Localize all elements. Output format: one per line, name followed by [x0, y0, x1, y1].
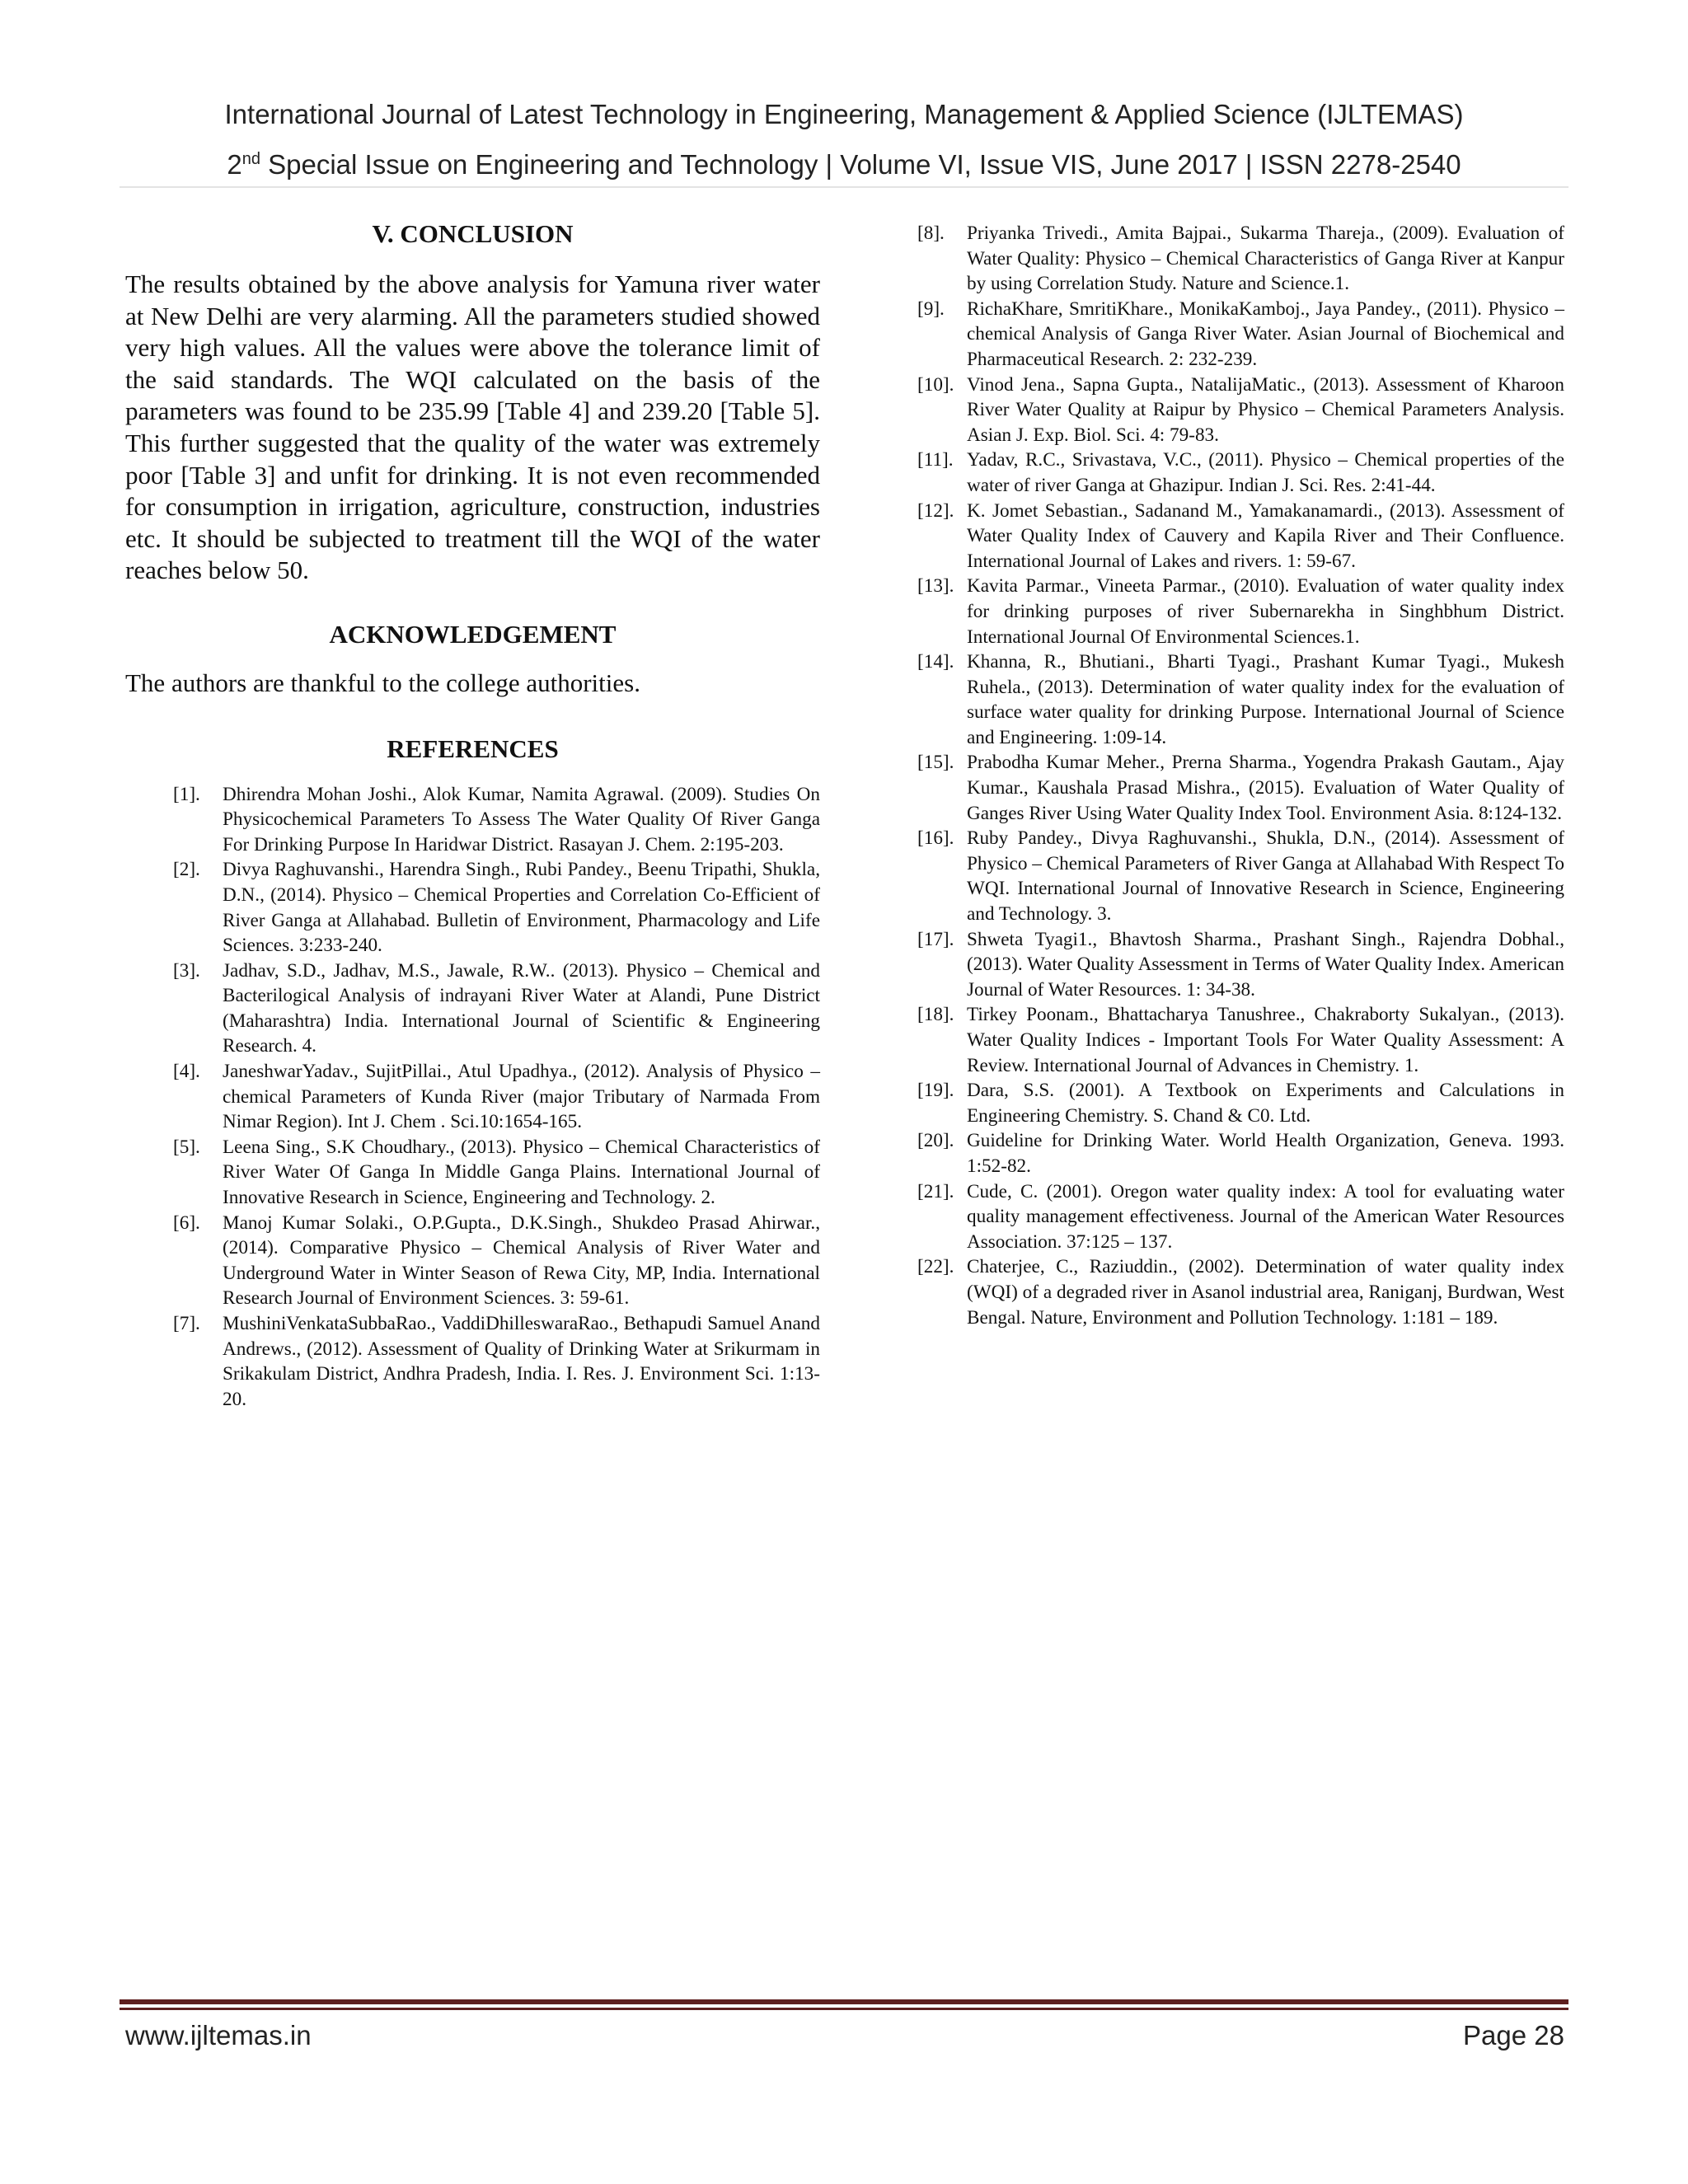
reference-number: [10]. [917, 373, 954, 396]
reference-text: Guideline for Drinking Water. World Health Organization, Geneva. 1993. 1:52-82. [967, 1130, 1564, 1177]
reference-text: Manoj Kumar Solaki., O.P.Gupta., D.K.Singh., Shukdeo Prasad Ahirwar., (2014). Comparative Physico – Chemical Analysis of River Water and Underground Water in Winter Season of Rewa City, MP, India. International Research Journal of Environment Sciences. 3: 59-61. [223, 1212, 820, 1310]
left-column [125, 218, 820, 1412]
page-number: Page 28 [1463, 2020, 1564, 2050]
reference-number: [4]. [173, 1061, 200, 1083]
reference-number: [21]. [917, 1180, 954, 1202]
references-list-left [173, 782, 820, 1413]
reference-item [917, 1128, 1564, 1179]
reference-item [173, 1135, 820, 1211]
reference-text: Divya Raghuvanshi., Harendra Singh., Rubi Pandey., Beenu Tripathi, Shukla, D.N., (2014). Physico – Chemical Properties and Correlation Co-Efficient of River Ganga at Allahabad. Bulletin of Environment, Pharmacology and Life Sciences. 3:233-240. [223, 859, 820, 957]
reference-number: [17]. [917, 928, 954, 950]
conclusion-heading: V. CONCLUSION [372, 219, 574, 248]
reference-item [917, 297, 1564, 373]
reference-item [917, 1254, 1564, 1330]
reference-number: [13]. [917, 575, 954, 598]
reference-text: Jadhav, S.D., Jadhav, M.S., Jawale, R.W.. (2013). Physico – Chemical and Bacterilogical Analysis of indrayani River Water at Alandi, Pune District (Maharashtra) India. International Journal of Scientific & Engineering Research. 4. [223, 959, 820, 1057]
reference-number: [6]. [173, 1212, 200, 1234]
reference-text: Tirkey Poonam., Bhattacharya Tanushree., Chakraborty Sukalyan., (2013). Water Quality Indices - Important Tools For Water Quality Assessment: A Review. International Journal of Advances in Chemistry. 1. [967, 1004, 1564, 1076]
reference-item [173, 958, 820, 1059]
journal-header [0, 92, 1688, 187]
reference-text: Cude, C. (2001). Oregon water quality index: A tool for evaluating water quality management effectiveness. Journal of the American Water Resources Association. 37:125 – 137. [967, 1180, 1564, 1253]
reference-item [917, 448, 1564, 498]
reference-text: Dara, S.S. (2001). A Textbook on Experiments and Calculations in Engineering Chemistry. S. Chand & C0. Ltd. [967, 1080, 1564, 1127]
reference-item [173, 1311, 820, 1412]
reference-text: Ruby Pandey., Divya Raghuvanshi., Shukla, D.N., (2014). Assessment of Physico – Chemical Parameters of River Ganga at Allahabad With Respect To WQI. International Journal of Innovative Research in Science, Engineering and Technology. 3. [967, 827, 1564, 926]
reference-item [917, 574, 1564, 649]
reference-number: [5]. [173, 1136, 200, 1158]
issue-line-text: Special Issue on Engineering and Technology | Volume VI, Issue VIS, June 2017 | ISSN 2278-2540 [260, 149, 1461, 180]
right-column [917, 221, 1564, 1330]
reference-text: Dhirendra Mohan Joshi., Alok Kumar, Namita Agrawal. (2009). Studies On Physicochemical Parameters To Assess The Water Quality Of River Ganga For Drinking Purpose In Haridwar District. Rasayan J. Chem. 2:195-203. [223, 783, 820, 855]
website-link[interactable]: www.ijltemas.in [125, 2020, 312, 2050]
reference-number: [12]. [917, 499, 954, 522]
reference-item [173, 1211, 820, 1311]
issue-line [0, 137, 1688, 187]
reference-text: RichaKhare, SmritiKhare., MonikaKamboj., Jaya Pandey., (2011). Physico – chemical Analysis of Ganga River Water. Asian Journal of Biochemical and Pharmaceutical Research. 2: 232-239. [967, 298, 1564, 370]
reference-item [173, 782, 820, 858]
reference-text: Leena Sing., S.K Choudhary., (2013). Physico – Chemical Characteristics of River Water Of Ganga In Middle Ganga Plains. International Journal of Innovative Research in Science, Engineering and Technology. 2. [223, 1136, 820, 1209]
reference-number: [22]. [917, 1256, 954, 1278]
journal-title: International Journal of Latest Technology in Engineering, Management & Applied Science (IJLTEMAS) [224, 99, 1464, 129]
reference-item [917, 750, 1564, 826]
reference-number: [1]. [173, 783, 200, 805]
acknowledgement-text: The authors are thankful to the college authorities. [125, 668, 640, 697]
conclusion-text: The results obtained by the above analysis for Yamuna river water at New Delhi are very alarming. All the parameters studied showed very high values. All the values were above the tolerance limit of the said standards. The WQI calculated on the basis of the parameters was found to be 235.99 [Table 4] and 239.20 [Table 5]. This further suggested that the quality of the water was extremely poor [Table 3] and unfit for drinking. It is not even recommended for consumption in irrigation, agriculture, construction, industries etc. It should be subjected to treatment till the WQI of the water reaches below 50. [125, 269, 820, 585]
issue-line-ordinal: nd [241, 150, 260, 168]
page-footer [125, 2015, 1564, 2056]
reference-number: [8]. [917, 223, 945, 244]
reference-number: [15]. [917, 752, 954, 774]
reference-number: [2]. [173, 859, 200, 881]
reference-item [917, 1002, 1564, 1078]
references-heading: REFERENCES [387, 733, 559, 763]
footer-divider-thick [120, 1999, 1568, 2004]
reference-text: Chaterjee, C., Raziuddin., (2002). Determination of water quality index (WQI) of a degraded river in Asanol industrial area, Raniganj, Burdwan, West Bengal. Nature, Environment and Pollution Technology. 1:181 – 189. [967, 1256, 1564, 1329]
reference-number: [11]. [917, 449, 954, 471]
reference-number: [19]. [917, 1080, 954, 1102]
issue-line-number: 2 [227, 149, 242, 180]
reference-number: [9]. [917, 298, 945, 320]
reference-number: [14]. [917, 651, 954, 673]
reference-text: Priyanka Trivedi., Amita Bajpai., Sukarma Thareja., (2009). Evaluation of Water Quality: Physico – Chemical Characteristics of Ganga River at Kanpur by using Correlation Study. Nature and Science.1. [967, 223, 1564, 295]
reference-text: Khanna, R., Bhutiani., Bharti Tyagi., Prashant Kumar Tyagi., Mukesh Ruhela., (2013). Determination of water quality index for the evaluation of surface water quality for drinking Purpose. International Journal of Science and Engineering. 1:09-14. [967, 651, 1564, 748]
reference-item [917, 649, 1564, 750]
reference-text: K. Jomet Sebastian., Sadanand M., Yamakanamardi., (2013). Assessment of Water Quality Index of Cauvery and Kapila River and Their Confluence. International Journal of Lakes and rivers. 1: 59-67. [967, 499, 1564, 572]
reference-item [917, 499, 1564, 574]
reference-text: Prabodha Kumar Meher., Prerna Sharma., Yogendra Prakash Gautam., Ajay Kumar., Kaushala Prasad Mishra., (2015). Evaluation of Water Quality of Ganges River Using Water Quality Index Tool. Environment Asia. 8:124-132. [967, 752, 1564, 824]
reference-item [917, 373, 1564, 448]
reference-number: [20]. [917, 1130, 954, 1152]
reference-item [917, 1179, 1564, 1255]
reference-item [173, 1059, 820, 1135]
reference-text: JaneshwarYadav., SujitPillai., Atul Upadhya., (2012). Analysis of Physico – chemical Parameters of Kunda River (major Tributary of Narmada From Nimar Region). Int J. Chem . Sci.10:1654-165. [223, 1061, 820, 1133]
reference-text: Shweta Tyagi1., Bhavtosh Sharma., Prashant Singh., Rajendra Dobhal., (2013). Water Quality Assessment in Terms of Water Quality Index. American Journal of Water Resources. 1: 34-38. [967, 928, 1564, 1001]
reference-item [917, 1078, 1564, 1128]
reference-item [917, 927, 1564, 1003]
reference-number: [18]. [917, 1004, 954, 1026]
reference-item [173, 857, 820, 958]
reference-text: Yadav, R.C., Srivastava, V.C., (2011). Physico – Chemical properties of the water of river Ganga at Ghazipur. Indian J. Sci. Res. 2:41-44. [967, 449, 1564, 496]
reference-number: [16]. [917, 827, 954, 850]
reference-number: [7]. [173, 1313, 200, 1334]
reference-item [917, 221, 1564, 297]
reference-text: MushiniVenkataSubbaRao., VaddiDhilleswaraRao., Bethapudi Samuel Anand Andrews., (2012). Assessment of Quality of Drinking Water at Srikurmam in Srikakulam District, Andhra Pradesh, India. I. Res. J. Environment Sci. 1:13-20. [223, 1313, 820, 1410]
reference-text: Kavita Parmar., Vineeta Parmar., (2010). Evaluation of water quality index for drinking purposes of river Subernarekha in Singhbhum District. International Journal Of Environmental Sciences.1. [967, 575, 1564, 648]
reference-item [917, 826, 1564, 926]
references-list-right [917, 221, 1564, 1330]
acknowledgement-heading: ACKNOWLEDGEMENT [329, 619, 617, 649]
reference-text: Vinod Jena., Sapna Gupta., NatalijaMatic., (2013). Assessment of Kharoon River Water Quality at Raipur by Physico – Chemical Parameters Analysis. Asian J. Exp. Biol. Sci. 4: 79-83. [967, 373, 1564, 446]
footer-divider-thin [120, 2008, 1568, 2010]
reference-number: [3]. [173, 959, 200, 982]
header-divider [120, 186, 1568, 188]
